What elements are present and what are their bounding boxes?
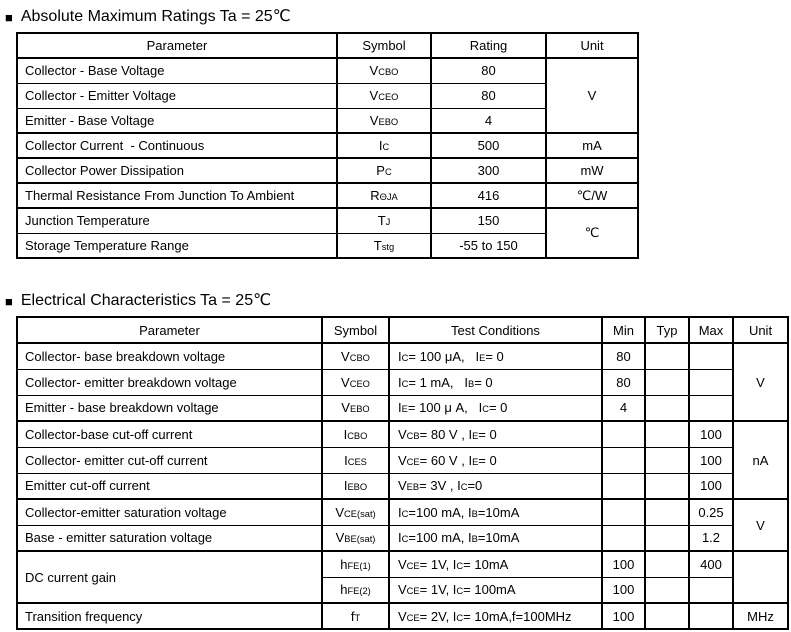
param-cell: Storage Temperature Range <box>17 233 337 258</box>
section-title-text: Absolute Maximum Ratings Ta = 25℃ <box>20 8 291 25</box>
symbol-cell: IEBO <box>322 473 389 499</box>
unit-cell: ℃/W <box>546 183 638 208</box>
symbol-cell: hFE(1) <box>322 551 389 577</box>
max-cell <box>689 603 733 629</box>
rating-cell: 300 <box>431 158 546 183</box>
rating-cell: 80 <box>431 83 546 108</box>
symbol-cell: TJ <box>337 208 431 233</box>
table-row <box>17 369 788 395</box>
symbol-cell: ICES <box>322 447 389 473</box>
table-row <box>17 158 638 183</box>
symbol-cell: VCEO <box>337 83 431 108</box>
test-conditions-cell: IC= 100 μA, IE= 0 <box>389 343 602 369</box>
symbol-cell: VCBO <box>322 343 389 369</box>
typ-cell <box>645 447 689 473</box>
param-cell: Collector Power Dissipation <box>17 158 337 183</box>
typ-cell <box>645 395 689 421</box>
unit-cell: mW <box>546 158 638 183</box>
max-cell: 100 <box>689 473 733 499</box>
max-cell: 400 <box>689 551 733 577</box>
symbol-cell: IC <box>337 133 431 158</box>
param-cell: Emitter - base breakdown voltage <box>17 395 322 421</box>
header-symbol: Symbol <box>337 33 431 58</box>
symbol-cell: fT <box>322 603 389 629</box>
test-conditions-cell: VCB= 80 V , IE= 0 <box>389 421 602 447</box>
table-header-row <box>17 317 788 343</box>
typ-cell <box>645 473 689 499</box>
unit-cell: V <box>733 343 788 421</box>
min-cell: 4 <box>602 395 645 421</box>
max-cell <box>689 369 733 395</box>
header-symbol: Symbol <box>322 317 389 343</box>
header-typ: Typ <box>645 317 689 343</box>
max-cell: 1.2 <box>689 525 733 551</box>
param-cell: Collector-emitter saturation voltage <box>17 499 322 525</box>
symbol-cell: ICBO <box>322 421 389 447</box>
min-cell: 100 <box>602 603 645 629</box>
test-conditions-cell: VCE= 2V, IC= 10mA,f=100MHz <box>389 603 602 629</box>
test-conditions-cell: IC=100 mA, IB=10mA <box>389 499 602 525</box>
typ-cell <box>645 421 689 447</box>
param-cell: Collector - Base Voltage <box>17 58 337 83</box>
symbol-cell: VEBO <box>322 395 389 421</box>
rating-cell: 500 <box>431 133 546 158</box>
typ-cell <box>645 525 689 551</box>
table-header-row <box>17 33 638 58</box>
table-row <box>17 499 788 525</box>
table-row <box>17 83 638 108</box>
table-row <box>17 233 638 258</box>
min-cell: 80 <box>602 369 645 395</box>
unit-cell: V <box>546 58 638 133</box>
table-row <box>17 208 638 233</box>
unit-cell: mA <box>546 133 638 158</box>
test-conditions-cell: VEB= 3V , IC=0 <box>389 473 602 499</box>
test-conditions-cell: IC= 1 mA, IB= 0 <box>389 369 602 395</box>
param-cell: DC current gain <box>17 551 322 603</box>
min-cell <box>602 525 645 551</box>
min-cell: 100 <box>602 551 645 577</box>
table-row <box>17 343 788 369</box>
table-row <box>17 603 788 629</box>
param-cell: Transition frequency <box>17 603 322 629</box>
param-cell: Collector-base cut-off current <box>17 421 322 447</box>
max-cell: 0.25 <box>689 499 733 525</box>
param-cell: Collector- base breakdown voltage <box>17 343 322 369</box>
header-unit: Unit <box>546 33 638 58</box>
max-cell <box>689 577 733 603</box>
unit-cell: MHz <box>733 603 788 629</box>
test-conditions-cell: IC=100 mA, IB=10mA <box>389 525 602 551</box>
symbol-cell: hFE(2) <box>322 577 389 603</box>
unit-cell <box>733 551 788 603</box>
param-cell: Emitter cut-off current <box>17 473 322 499</box>
unit-cell: ℃ <box>546 208 638 258</box>
header-test-conditions: Test Conditions <box>389 317 602 343</box>
symbol-cell: VCBO <box>337 58 431 83</box>
typ-cell <box>645 551 689 577</box>
section-title-absolute-maximum-ratings <box>5 0 791 26</box>
table-row <box>17 447 788 473</box>
max-cell: 100 <box>689 421 733 447</box>
section-title-text: Electrical Characteristics Ta = 25℃ <box>20 292 272 309</box>
param-cell: Thermal Resistance From Junction To Ambient <box>17 183 337 208</box>
header-parameter: Parameter <box>17 33 337 58</box>
symbol-cell: VBE(sat) <box>322 525 389 551</box>
max-cell <box>689 343 733 369</box>
symbol-cell: RΘJA <box>337 183 431 208</box>
rating-cell: 150 <box>431 208 546 233</box>
header-max: Max <box>689 317 733 343</box>
table-row <box>17 58 638 83</box>
symbol-cell: PC <box>337 158 431 183</box>
header-rating: Rating <box>431 33 546 58</box>
table-row <box>17 421 788 447</box>
square-bullet-icon: ■ <box>5 9 13 25</box>
param-cell: Collector- emitter breakdown voltage <box>17 369 322 395</box>
param-cell: Emitter - Base Voltage <box>17 108 337 133</box>
table-row <box>17 183 638 208</box>
typ-cell <box>645 577 689 603</box>
table-row <box>17 133 638 158</box>
symbol-cell: VCEO <box>322 369 389 395</box>
header-min: Min <box>602 317 645 343</box>
symbol-cell: Tstg <box>337 233 431 258</box>
table-row <box>17 473 788 499</box>
param-cell: Collector - Emitter Voltage <box>17 83 337 108</box>
min-cell <box>602 447 645 473</box>
rating-cell: 4 <box>431 108 546 133</box>
min-cell: 80 <box>602 343 645 369</box>
min-cell <box>602 473 645 499</box>
typ-cell <box>645 343 689 369</box>
unit-cell: V <box>733 499 788 551</box>
test-conditions-cell: IE= 100 μ A, IC= 0 <box>389 395 602 421</box>
rating-cell: 80 <box>431 58 546 83</box>
typ-cell <box>645 603 689 629</box>
test-conditions-cell: VCE= 1V, IC= 100mA <box>389 577 602 603</box>
max-cell: 100 <box>689 447 733 473</box>
test-conditions-cell: VCE= 60 V , IE= 0 <box>389 447 602 473</box>
table-row <box>17 108 638 133</box>
typ-cell <box>645 369 689 395</box>
square-bullet-icon: ■ <box>5 293 13 309</box>
header-parameter: Parameter <box>17 317 322 343</box>
test-conditions-cell: VCE= 1V, IC= 10mA <box>389 551 602 577</box>
table-row <box>17 551 788 577</box>
min-cell <box>602 499 645 525</box>
rating-cell: 416 <box>431 183 546 208</box>
typ-cell <box>645 499 689 525</box>
rating-cell: -55 to 150 <box>431 233 546 258</box>
section-title-electrical-characteristics <box>5 259 791 310</box>
symbol-cell: VCE(sat) <box>322 499 389 525</box>
table-row <box>17 395 788 421</box>
header-unit: Unit <box>733 317 788 343</box>
param-cell: Collector- emitter cut-off current <box>17 447 322 473</box>
absolute-maximum-ratings-table <box>16 32 639 259</box>
max-cell <box>689 395 733 421</box>
table-row <box>17 525 788 551</box>
symbol-cell: VEBO <box>337 108 431 133</box>
param-cell: Base - emitter saturation voltage <box>17 525 322 551</box>
min-cell: 100 <box>602 577 645 603</box>
unit-cell: nA <box>733 421 788 499</box>
param-cell: Collector Current - Continuous <box>17 133 337 158</box>
electrical-characteristics-table <box>16 316 789 630</box>
min-cell <box>602 421 645 447</box>
param-cell: Junction Temperature <box>17 208 337 233</box>
